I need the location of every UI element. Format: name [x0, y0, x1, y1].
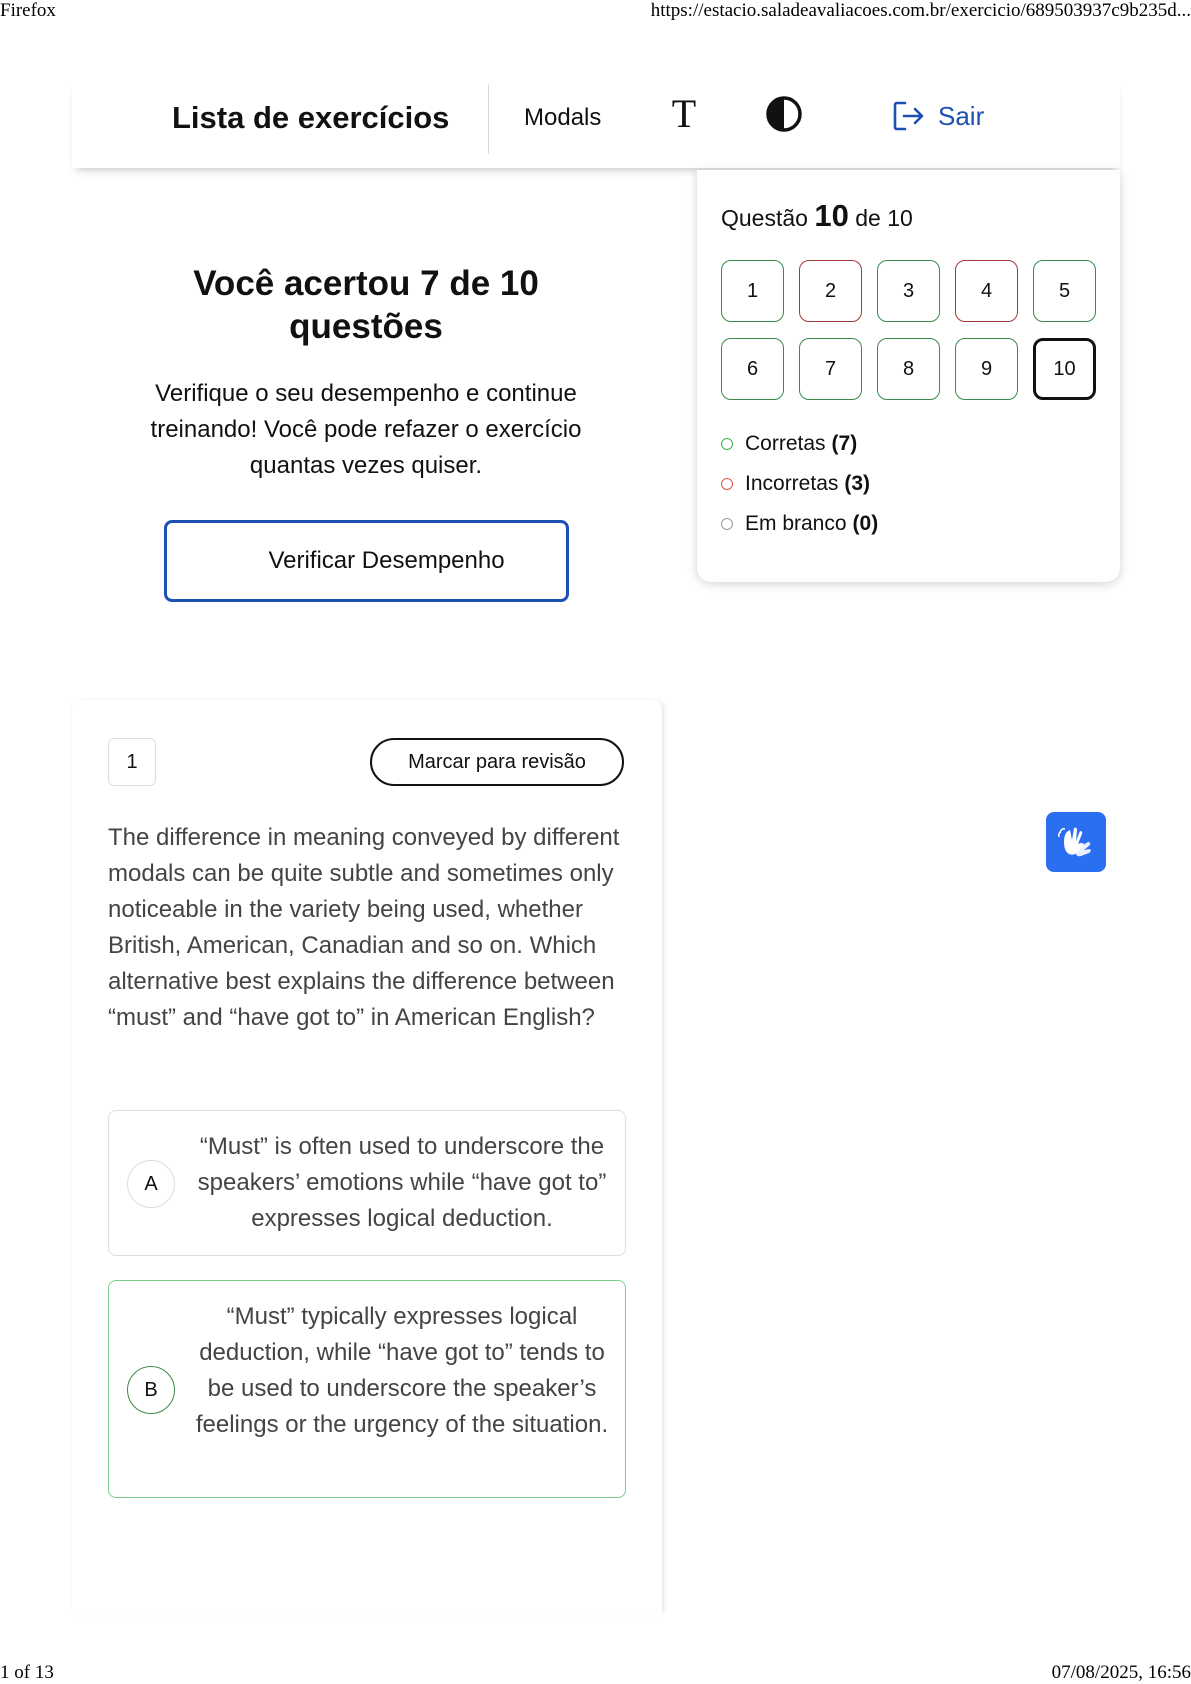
question-button-9[interactable]: 9: [955, 338, 1018, 400]
correct-dot-icon: [721, 438, 733, 450]
font-size-icon: T: [671, 91, 697, 136]
sign-language-icon: [1056, 822, 1096, 862]
logout-label: Sair: [938, 100, 985, 131]
question-button-2[interactable]: 2: [799, 260, 862, 322]
incorrect-dot-icon: [721, 478, 733, 490]
print-datetime: 07/08/2025, 16:56: [1051, 1662, 1191, 1683]
question-button-10[interactable]: 10: [1033, 338, 1096, 400]
nav-divider: [488, 84, 489, 154]
question-button-6[interactable]: 6: [721, 338, 784, 400]
question-button-8[interactable]: 8: [877, 338, 940, 400]
result-message: Verifique o seu desempenho e continue treinando! Você pode refazer o exercício quantas vezes quiser.: [150, 380, 582, 479]
question-counter: [721, 198, 913, 234]
legend-blank-label: Em branco: [745, 512, 847, 535]
question-grid: [721, 260, 1097, 400]
question-button-3[interactable]: 3: [877, 260, 940, 322]
status-legend: [721, 424, 878, 544]
browser-name: Firefox: [0, 0, 56, 21]
question-button-1[interactable]: 1: [721, 260, 784, 322]
logout-icon: [892, 100, 926, 132]
top-navigation: [72, 78, 1120, 168]
option-text-b: “Must” typically expresses logical deduction, while “have got to” tends to be used to underscore the speaker’s feelings or the urgency of the situation.: [195, 1303, 609, 1438]
page-url: https://estacio.saladeavaliacoes.com.br/exercicio/689503937c9b235d...: [650, 0, 1191, 21]
result-summary: [72, 168, 660, 648]
subject-label: Modals: [524, 104, 602, 131]
contrast-button[interactable]: [764, 94, 804, 134]
legend-correct: [721, 424, 878, 464]
option-letter-a: A: [127, 1160, 175, 1208]
legend-incorrect-label: Incorretas: [745, 472, 839, 495]
answer-option-a[interactable]: [108, 1110, 626, 1256]
font-size-button[interactable]: [664, 92, 704, 136]
question-number-badge: 1: [108, 738, 156, 786]
legend-blank-count: (0): [852, 512, 879, 535]
option-letter-b: B: [127, 1366, 175, 1414]
page-title: Lista de exercícios: [172, 100, 450, 135]
print-footer: [0, 1662, 1191, 1684]
page-count: 1 of 13: [0, 1662, 54, 1683]
answer-option-b[interactable]: [108, 1280, 626, 1498]
question-button-5[interactable]: 5: [1033, 260, 1096, 322]
mark-for-review-button[interactable]: Marcar para revisão: [370, 738, 624, 786]
logout-button[interactable]: [892, 100, 984, 132]
question-counter-prefix: Questão: [721, 205, 808, 231]
print-header: [0, 0, 1191, 24]
legend-blank: [721, 504, 878, 544]
option-text-a: “Must” is often used to underscore the speakers’ emotions while “have got to” expresses logical deduction.: [197, 1133, 607, 1232]
question-button-7[interactable]: 7: [799, 338, 862, 400]
sign-language-button[interactable]: [1046, 812, 1106, 872]
question-navigator: [697, 170, 1120, 582]
legend-incorrect: [721, 464, 878, 504]
question-button-4[interactable]: 4: [955, 260, 1018, 322]
question-text: The difference in meaning conveyed by different modals can be quite subtle and sometimes only noticeable in the variety being used, whether British, American, Canadian and so on. Which alternative best explains the difference between “must” and “have got to” in American English?: [108, 824, 620, 1031]
result-heading: Você acertou 7 de 10 questões: [193, 264, 539, 346]
question-card: [72, 700, 662, 1615]
blank-dot-icon: [721, 518, 733, 530]
legend-correct-label: Corretas: [745, 432, 826, 455]
check-performance-button[interactable]: Verificar Desempenho: [164, 520, 569, 602]
legend-correct-count: (7): [831, 432, 858, 455]
legend-incorrect-count: (3): [844, 472, 871, 495]
contrast-icon: [764, 94, 804, 134]
question-counter-suffix: de 10: [855, 205, 913, 231]
current-question-number: 10: [814, 198, 849, 233]
